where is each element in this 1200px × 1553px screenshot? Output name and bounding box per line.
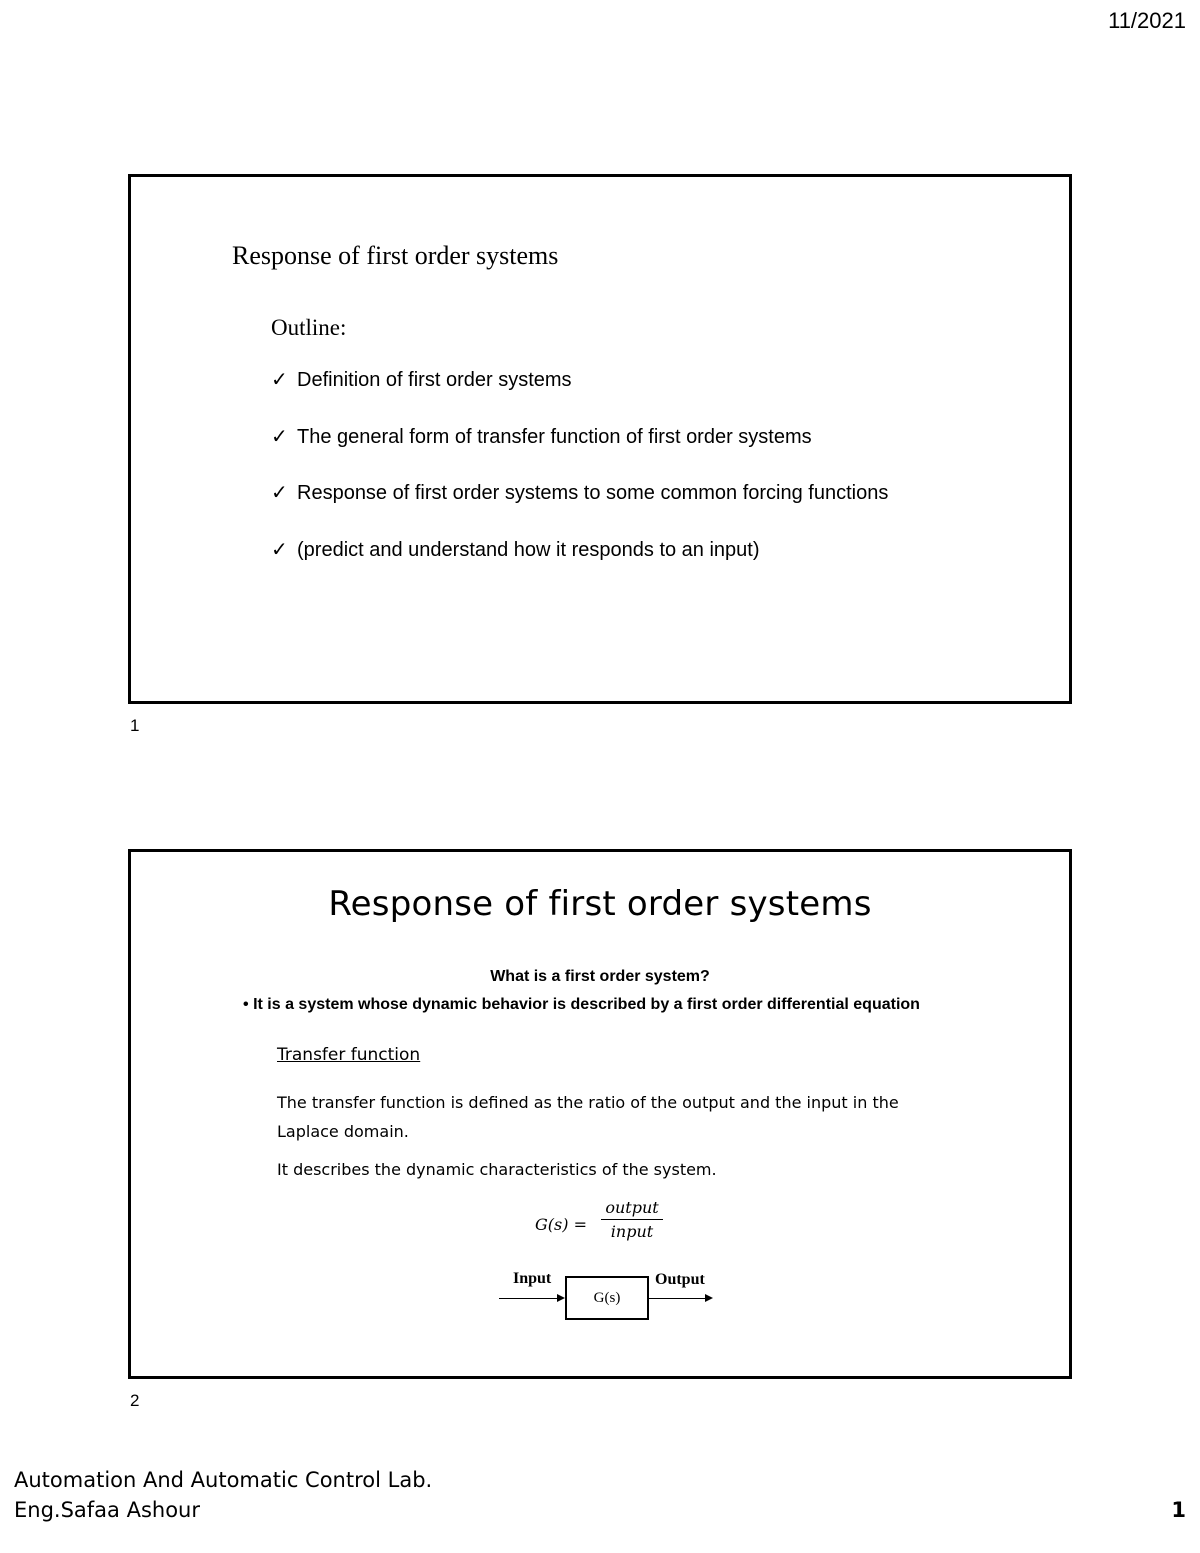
- input-label: Input: [513, 1270, 552, 1287]
- header-date: 11/2021: [1108, 8, 1186, 33]
- transfer-function-heading: Transfer function: [277, 1045, 421, 1065]
- bullet-item: [243, 996, 920, 1014]
- footer-author: Eng.Safaa Ashour: [14, 1498, 200, 1522]
- equation-numerator: output: [605, 1198, 659, 1217]
- slide-1: [128, 174, 1072, 704]
- outline-item: ✓ Definition of first order systems: [271, 367, 572, 391]
- block-diagram: [499, 1268, 719, 1326]
- bullet-text: It is a system whose dynamic behavior is described by a first order differential equation: [253, 996, 920, 1013]
- fraction-bar: [601, 1219, 663, 1220]
- question-heading: What is a first order system?: [490, 968, 710, 985]
- slide-2-number: 2: [130, 1391, 140, 1410]
- equation-denominator: input: [610, 1222, 654, 1241]
- page-number: 1: [1171, 1498, 1186, 1522]
- outline-item: ✓ (predict and understand how it responds to an input): [271, 537, 760, 561]
- check-icon: ✓: [271, 367, 288, 391]
- slide-2: [128, 849, 1072, 1379]
- check-icon: ✓: [271, 480, 288, 504]
- footer-lab-name: Automation And Automatic Control Lab.: [14, 1468, 433, 1492]
- slide-1-number: 1: [130, 716, 140, 735]
- check-icon: ✓: [271, 537, 288, 561]
- arrow-right-icon: [705, 1294, 713, 1302]
- outline-item: ✓ The general form of transfer function of first order systems: [271, 424, 812, 448]
- slide-1-title: Response of first order systems: [232, 241, 559, 270]
- outline-label: Outline:: [271, 315, 347, 340]
- transfer-function-description: It describes the dynamic characteristics of the system.: [277, 1160, 717, 1179]
- arrow-right-icon: [557, 1294, 565, 1302]
- equation-fraction: [601, 1198, 663, 1241]
- output-label: Output: [655, 1271, 705, 1288]
- equation-lhs: G(s) =: [535, 1215, 587, 1234]
- slide-2-title: Response of first order systems: [328, 884, 872, 924]
- input-arrow-line: [499, 1298, 559, 1299]
- check-icon: ✓: [271, 424, 288, 448]
- transfer-block: G(s): [565, 1276, 649, 1320]
- outline-item: ✓ Response of first order systems to some common forcing functions: [271, 480, 889, 504]
- bullet-icon: •: [243, 996, 249, 1013]
- transfer-function-definition: The transfer function is defined as the ratio of the output and the input in the Laplace domain.: [277, 1093, 899, 1141]
- output-arrow-line: [649, 1298, 707, 1299]
